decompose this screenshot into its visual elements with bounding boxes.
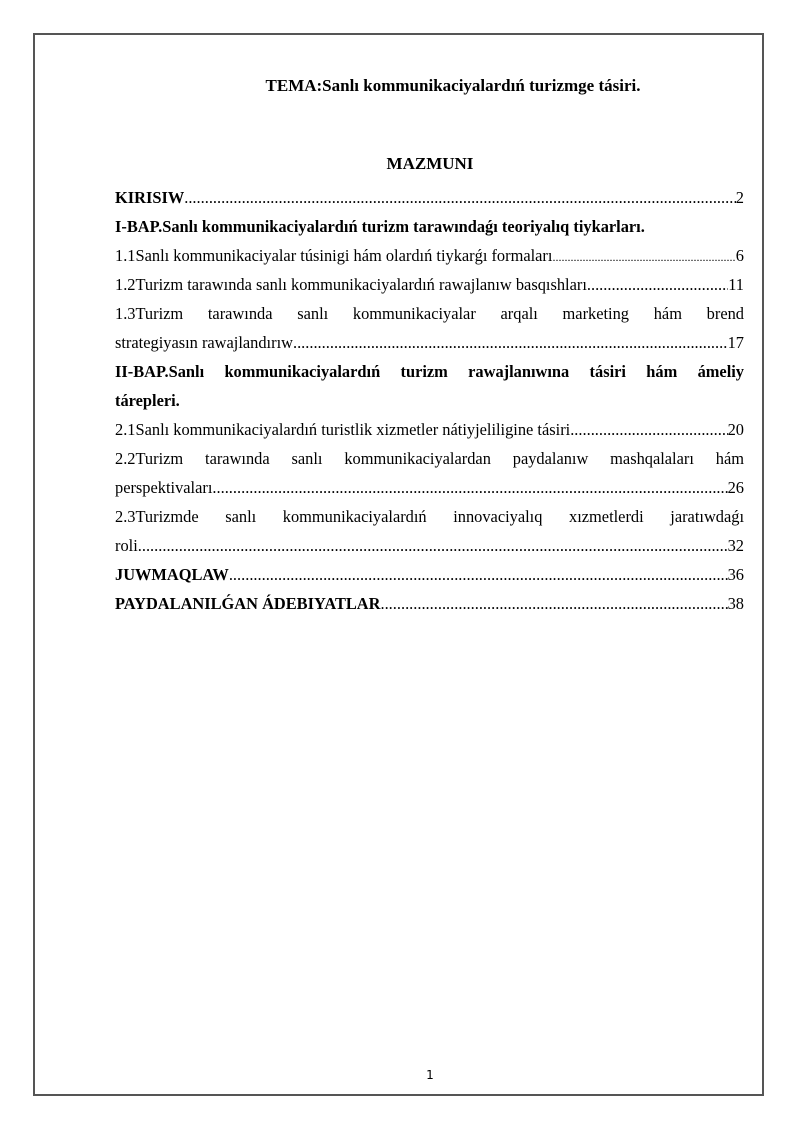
dot-leader xyxy=(138,531,728,560)
toc-entry-conclusion[interactable] xyxy=(115,560,744,589)
toc-entry-2-3-line2[interactable] xyxy=(115,531,744,560)
toc-page-number: 26 xyxy=(727,478,744,497)
dot-leader xyxy=(212,473,727,502)
toc-entry-label: 2.2Turizm tarawında sanlı kommunikaciyalardan paydalanıw mashqalaları hám xyxy=(115,449,744,468)
toc-page-number: 32 xyxy=(727,536,744,555)
toc-chapter-2-title-line1[interactable] xyxy=(115,357,744,386)
toc-page-number: 38 xyxy=(727,594,744,613)
toc-page-number: 2 xyxy=(735,188,744,207)
page-number: 1 xyxy=(426,1068,434,1082)
toc-entry-label: 1.3Turizm tarawında sanlı kommunikaciyalar arqalı marketing hám brend xyxy=(115,304,744,323)
toc-page-number: 17 xyxy=(727,333,744,352)
dot-leader xyxy=(184,183,736,212)
dot-leader xyxy=(587,270,728,299)
toc-page-number: 36 xyxy=(727,565,744,584)
toc-entry-label: perspektivaları xyxy=(115,478,213,497)
toc-entry-2-3-line1[interactable] xyxy=(115,502,744,531)
toc-entry-label: roli xyxy=(115,536,138,555)
dot-leader xyxy=(229,560,728,589)
toc-chapter-1-title[interactable] xyxy=(115,212,744,241)
dot-leader xyxy=(570,415,727,444)
toc-entry-1-3-line2[interactable] xyxy=(115,328,744,357)
toc-page-number: 6 xyxy=(735,246,744,265)
toc-entry-intro[interactable] xyxy=(115,183,744,212)
document-topic: TEMA:Sanlı kommunikaciyalardıń turizmge tásiri. xyxy=(265,76,641,95)
toc-chapter-2-title-line2[interactable] xyxy=(115,386,744,415)
toc-entry-1-3-line1[interactable] xyxy=(115,299,744,328)
toc-entry-label: 1.1Sanlı kommunikaciyalar túsinigi hám olardıń tiykarǵı formaları xyxy=(115,246,553,265)
toc-entry-1-2[interactable] xyxy=(115,270,744,299)
toc-entry-label: JUWMAQLAW xyxy=(115,565,229,584)
toc-entry-label: PAYDALANILǴAN ÁDEBIYATLAR xyxy=(115,594,381,613)
toc-entry-1-1[interactable] xyxy=(115,241,744,270)
toc-page-number: 11 xyxy=(728,275,744,294)
toc-entry-label: 1.2Turizm tarawında sanlı kommunikaciyalardıń rawajlanıw basqıshları xyxy=(115,275,587,294)
chapter-title-text: I-BAP.Sanlı kommunikaciyalardıń turizm tarawındaǵı teoriyalıq tiykarları. xyxy=(115,217,645,236)
toc-entry-2-2-line2[interactable] xyxy=(115,473,744,502)
toc-entry-2-2-line1[interactable] xyxy=(115,444,744,473)
contents-heading: MAZMUNI xyxy=(386,154,474,173)
chapter-title-text: tárepleri. xyxy=(115,391,180,410)
dot-leader xyxy=(293,328,728,357)
dot-leader xyxy=(552,241,735,270)
toc-entry-label: 2.3Turizmde sanlı kommunikaciyalardıń innovaciyalıq xızmetlerdi jaratıwdaǵı xyxy=(115,507,744,526)
toc-entry-2-1[interactable] xyxy=(115,415,744,444)
table-of-contents xyxy=(115,183,744,618)
toc-page-number: 20 xyxy=(727,420,744,439)
chapter-title-text: II-BAP.Sanlı kommunikaciyalardıń turizm rawajlanıwına tásiri hám ámeliy xyxy=(115,362,744,381)
toc-entry-label: 2.1Sanlı kommunikaciyalardıń turistlik xizmetler nátiyjeliligine tásiri xyxy=(115,420,571,439)
toc-entry-label: KIRISIW xyxy=(115,188,185,207)
dot-leader xyxy=(380,589,727,618)
toc-entry-references[interactable] xyxy=(115,589,744,618)
toc-entry-label: strategiyasın rawajlandırıw xyxy=(115,333,293,352)
